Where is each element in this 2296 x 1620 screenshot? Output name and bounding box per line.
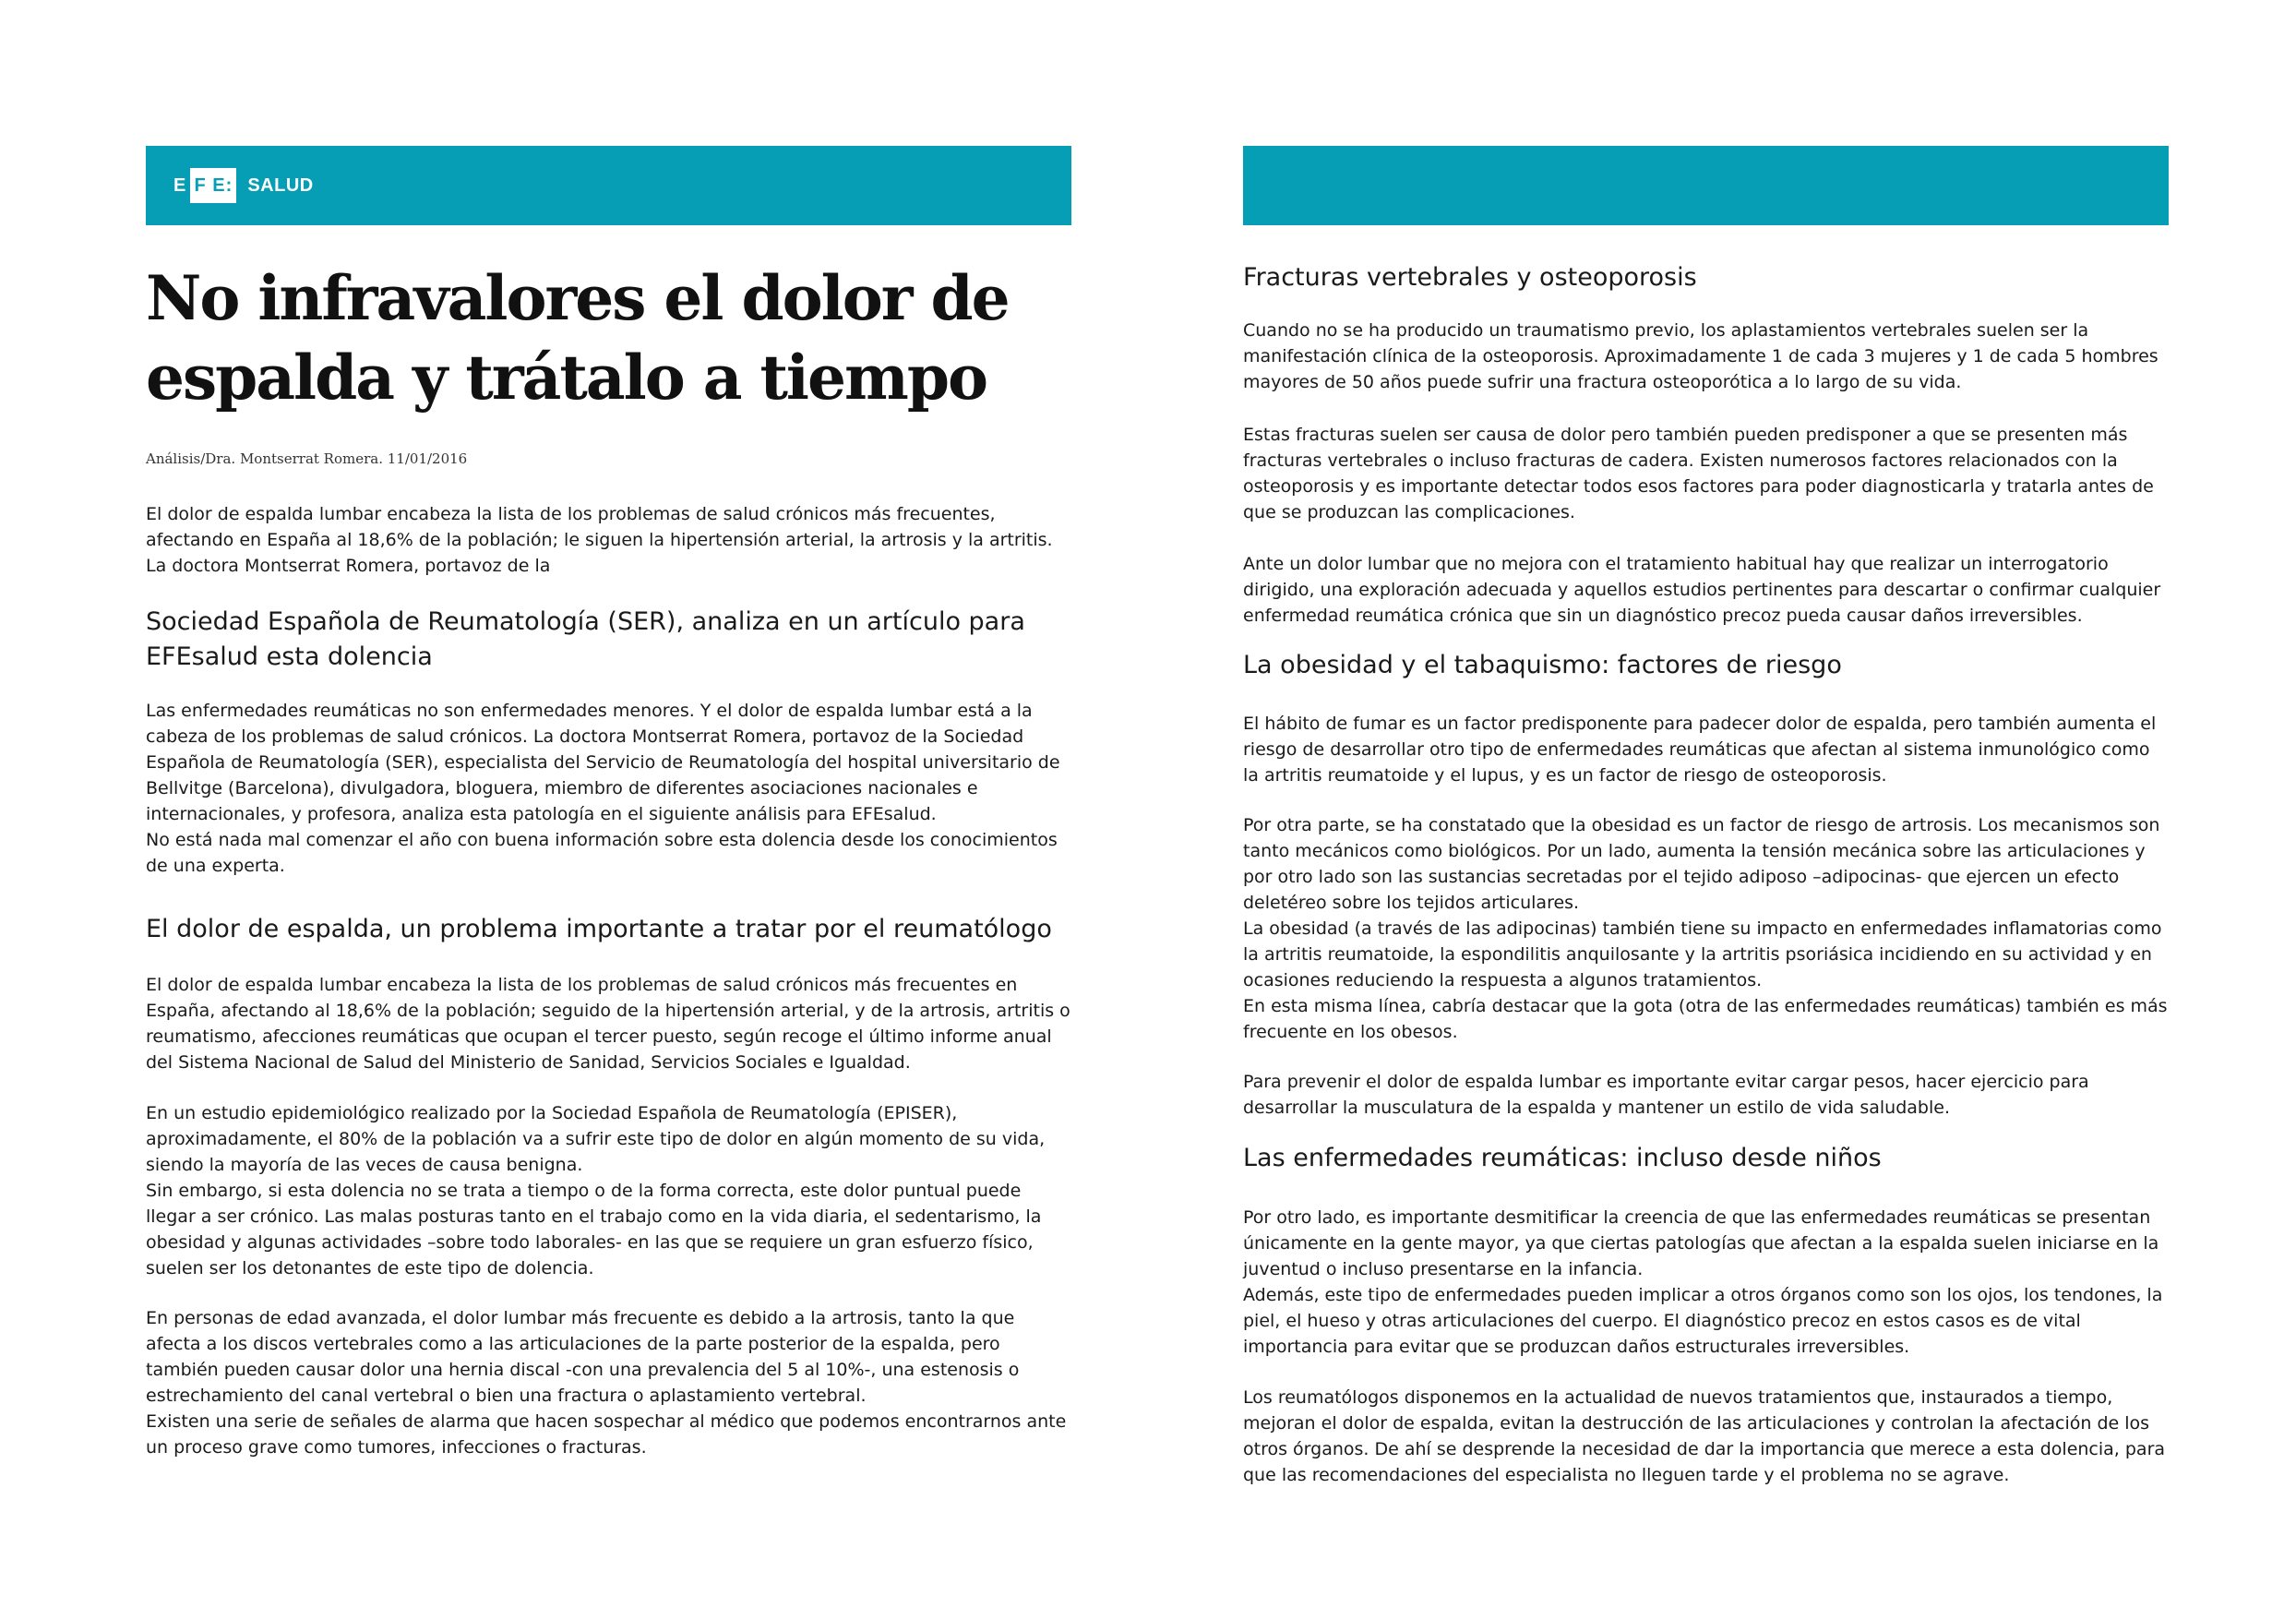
intro-subheading: Sociedad Española de Reumatología (SER), analiza en un artículo para EFEsalud esta dolencia: [146, 607, 1025, 671]
paragraph: El hábito de fumar es un factor predisponente para padecer dolor de espalda, pero también aumenta el riesgo de desarrollar otro tipo de enfermedades reumáticas que afectan al sistema inmunológico como la artritis reumatoide y el lupus, y es un factor de riesgo de osteoporosis.: [1243, 714, 2157, 786]
paragraph: Las enfermedades reumáticas no son enfermedades menores. Y el dolor de espalda lumbar está a la cabeza de los problemas de salud crónicos. La doctora Montserrat Romera, portavoz de la Sociedad Española de Reumatología (SER), especialista del Servicio de Reumatología del hospital universitario de Bellvitge (Barcelona), divulgadora, bloguera, miembro de diferentes asociaciones nacionales e internacionales, y profesora, analiza esta patología en el siguiente análisis para EFEsalud.: [146, 701, 1060, 824]
intro-paragraph: El dolor de espalda lumbar encabeza la lista de los problemas de salud crónicos más frecuentes, afectando en España al 18,6% de la población; le siguen la hipertensión arterial, la artrosis y la artritis. La doctora Montserrat Romera, portavoz de la: [146, 504, 1053, 576]
article-title: No infravalores el dolor de espalda y trátalo a tiempo: [146, 262, 1009, 414]
text-block: [1243, 812, 2169, 1045]
text-block: [1243, 551, 2169, 629]
text-block: [146, 1305, 1071, 1460]
paragraph: En personas de edad avanzada, el dolor lumbar más frecuente es debido a la artrosis, tanto la que afecta a los discos vertebrales como a las articulaciones de la parte posterior de la espalda, pero también pueden causar dolor una hernia discal -con una prevalencia del 5 al 10%-, una estenosis o estrechamiento del canal vertebral o bien una fractura o aplastamiento vertebral.: [146, 1308, 1020, 1406]
text-block: [146, 1100, 1071, 1281]
text-block: [1243, 318, 2169, 395]
paragraph: Existen una serie de señales de alarma que hacen sospechar al médico que podemos encontrarnos ante un proceso grave como tumores, infecciones o fracturas.: [146, 1411, 1067, 1458]
paragraph: Los reumatólogos disponemos en la actualidad de nuevos tratamientos que, instaurados a tiempo, mejoran el dolor de espalda, evitan la destrucción de las articulaciones y controlan la afectación de los otros órganos. De ahí se desprende la necesidad de dar la importancia que merece a esta dolencia, para que las recomendaciones del especialista no lleguen tarde y el problema no se agrave.: [1243, 1387, 2166, 1485]
paragraph: Por otro lado, es importante desmitificar la creencia de que las enfermedades reumáticas se presentan únicamente en la gente mayor, ya que ciertas patologías que afectan a la espalda suelen iniciarse en la juventud o incluso presentarse en la infancia.: [1243, 1207, 2159, 1279]
paragraph: En un estudio epidemiológico realizado por la Sociedad Española de Reumatología (EPISER), aproximadamente, el 80% de la población va a sufrir este tipo de dolor en algún momento de su vida, siendo la mayoría de las veces de causa benigna.: [146, 1103, 1046, 1175]
byline: Análisis/Dra. Montserrat Romera. 11/01/2016: [146, 450, 468, 467]
text-block: [1243, 1385, 2169, 1488]
efe-logo-mark: E F E:: [173, 168, 236, 203]
text-block: [1243, 711, 2169, 788]
section-heading: Las enfermedades reumáticas: incluso desde niños: [1243, 1144, 1882, 1172]
header-banner-right: [1243, 146, 2169, 225]
paragraph: El dolor de espalda lumbar encabeza la lista de los problemas de salud crónicos más frecuentes en España, afectando al 18,6% de la población; seguido de la hipertensión arterial, y de la artrosis, artritis o reumatismo, afecciones reumáticas que ocupan el tercer puesto, según recoge el último informe anual del Sistema Nacional de Salud del Ministerio de Sanidad, Servicios Sociales e Igualdad.: [146, 975, 1070, 1073]
text-block: [1243, 1069, 2169, 1121]
paragraph: Sin embargo, si esta dolencia no se trata a tiempo o de la forma correcta, este dolor puntual puede llegar a ser crónico. Las malas posturas tanto en el trabajo como en la vida diaria, el sedentarismo, la obesidad y algunas actividades –sobre todo laborales- en las que se requiere un gran esfuerzo físico, suelen ser los detonantes de este tipo de dolencia.: [146, 1181, 1042, 1278]
section-heading: La obesidad y el tabaquismo: factores de riesgo: [1243, 651, 1842, 679]
paragraph: No está nada mal comenzar el año con buena información sobre esta dolencia desde los conocimientos de una experta.: [146, 830, 1058, 876]
section-label: SALUD: [247, 174, 314, 196]
paragraph: Por otra parte, se ha constatado que la obesidad es un factor de riesgo de artrosis. Los mecanismos son tanto mecánicos como biológicos. Por un lado, aumenta la tensión mecánica sobre las articulaciones y por otro lado son las sustancias secretadas por el tejido adiposo –adipocinas- que ejercen un efecto deletéreo sobre los tejidos articulares.: [1243, 815, 2160, 913]
header-banner: [146, 146, 1071, 225]
paragraph: La obesidad (a través de las adipocinas) también tiene su impacto en enfermedades inflamatorias como la artritis reumatoide, la espondilitis anquilosante y la artritis psoriásica incidiendo en su actividad y en ocasiones reduciendo la respuesta a algunos tratamientos.: [1243, 918, 2162, 990]
paragraph: Para prevenir el dolor de espalda lumbar es importante evitar cargar pesos, hacer ejercicio para desarrollar la musculatura de la espalda y mantener un estilo de vida saludable.: [1243, 1072, 2089, 1118]
section-heading: Fracturas vertebrales y osteoporosis: [1243, 263, 1697, 292]
text-block: [146, 698, 1071, 879]
paragraph: Estas fracturas suelen ser causa de dolor pero también pueden predisponer a que se presenten más fracturas vertebrales o incluso fracturas de cadera. Existen numerosos factores relacionados con la osteoporosis y es importante detectar todos esos factores para poder diagnosticarla y tratarla antes de que se produzcan las complicaciones.: [1243, 425, 2154, 522]
text-block: [1243, 1205, 2169, 1360]
efe-salud-logo: [173, 168, 314, 203]
paragraph: Ante un dolor lumbar que no mejora con el tratamiento habitual hay que realizar un interrogatorio dirigido, una exploración adecuada y aquellos estudios pertinentes para descartar o confirmar cualquier enfermedad reumática crónica que sin un diagnóstico precoz pueda causar daños irreversibles.: [1243, 554, 2161, 626]
paragraph: Además, este tipo de enfermedades pueden implicar a otros órganos como son los ojos, los tendones, la piel, el hueso y otras articulaciones del cuerpo. El diagnóstico precoz en estos casos es de vital importancia para evitar que se produzcan daños estructurales irreversibles.: [1243, 1285, 2163, 1357]
paragraph: En esta misma línea, cabría destacar que la gota (otra de las enfermedades reumáticas) también es más frecuente en los obesos.: [1243, 996, 2168, 1042]
paragraph: Cuando no se ha producido un traumatismo previo, los aplastamientos vertebrales suelen ser la manifestación clínica de la osteoporosis. Aproximadamente 1 de cada 3 mujeres y 1 de cada 5 hombres mayores de 50 años puede sufrir una fractura osteoporótica a lo largo de su vida.: [1243, 320, 2158, 392]
text-block: [1243, 422, 2169, 525]
text-block: [146, 972, 1071, 1075]
section-heading: El dolor de espalda, un problema importante a tratar por el reumatólogo: [146, 915, 1052, 943]
